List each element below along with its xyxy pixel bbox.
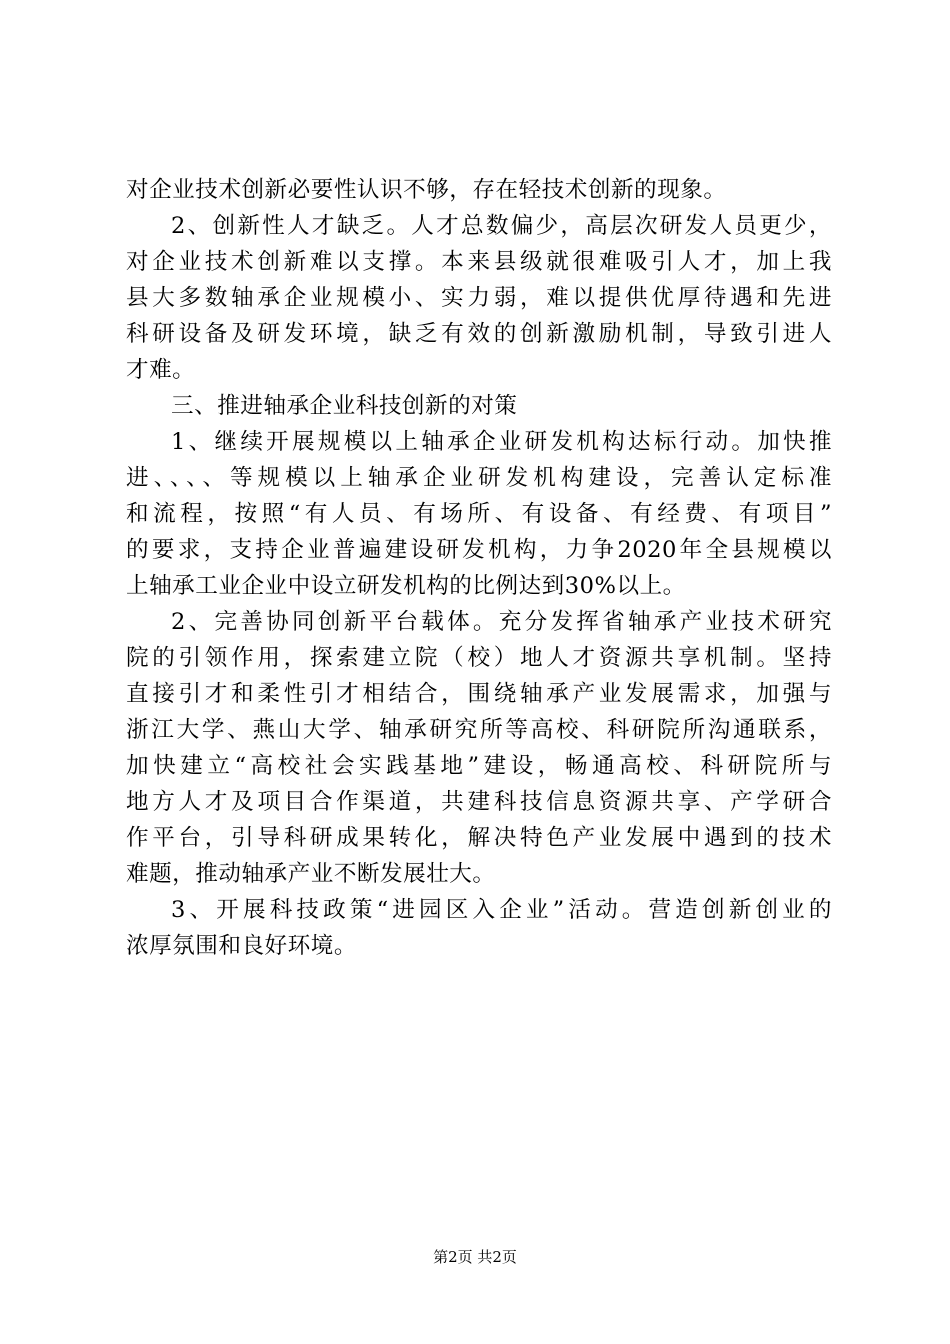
text-line: 进、、、、等规模以上轴承企业研发机构建设，完善认定标准: [126, 465, 832, 491]
text-line: 院的引领作用，探索建立院（校）地人才资源共享机制。坚持: [126, 645, 832, 671]
text-line: 科研设备及研发环境，缺乏有效的创新激励机制，导致引进人: [126, 321, 832, 347]
text-line: 直接引才和柔性引才相结合，围绕轴承产业发展需求，加强与: [126, 681, 832, 707]
text-line: 3、开展科技政策“进园区入企业”活动。营造创新创业的: [171, 897, 832, 923]
text-line: 作平台，引导科研成果转化，解决特色产业发展中遇到的技术: [126, 825, 832, 851]
text-line: 的要求，支持企业普遍建设研发机构，力争2020年全县规模以: [126, 537, 832, 563]
text-line: 浙江大学、燕山大学、轴承研究所等高校、科研院所沟通联系，: [126, 717, 832, 743]
text-line: 对企业技术创新难以支撑。本来县级就很难吸引人才，加上我: [126, 249, 832, 275]
text-line: 三、推进轴承企业科技创新的对策: [171, 393, 518, 419]
text-line: 难题，推动轴承产业不断发展壮大。: [126, 861, 496, 887]
text-line: 县大多数轴承企业规模小、实力弱，难以提供优厚待遇和先进: [126, 285, 832, 311]
text-line: 2、完善协同创新平台载体。充分发挥省轴承产业技术研究: [171, 609, 832, 635]
text-line: 2、创新性人才缺乏。人才总数偏少，高层次研发人员更少，: [171, 213, 832, 239]
document-body: [126, 172, 832, 964]
text-line: 地方人才及项目合作渠道，共建科技信息资源共享、产学研合: [126, 789, 832, 815]
text-line: 和流程，按照“有人员、有场所、有设备、有经费、有项目”: [126, 501, 832, 527]
text-line: 浓厚氛围和良好环境。: [126, 933, 357, 959]
text-line: 上轴承工业企业中设立研发机构的比例达到30%以上。: [126, 573, 686, 599]
page-footer: [0, 1247, 950, 1267]
page-number-label: 第2页 共2页: [433, 1248, 517, 1266]
text-line: 1、继续开展规模以上轴承企业研发机构达标行动。加快推: [171, 429, 832, 455]
text-line: 才难。: [126, 357, 196, 383]
text-line: 加快建立“高校社会实践基地”建设，畅通高校、科研院所与: [126, 753, 832, 779]
text-line: 对企业技术创新必要性认识不够，存在轻技术创新的现象。: [126, 177, 727, 203]
